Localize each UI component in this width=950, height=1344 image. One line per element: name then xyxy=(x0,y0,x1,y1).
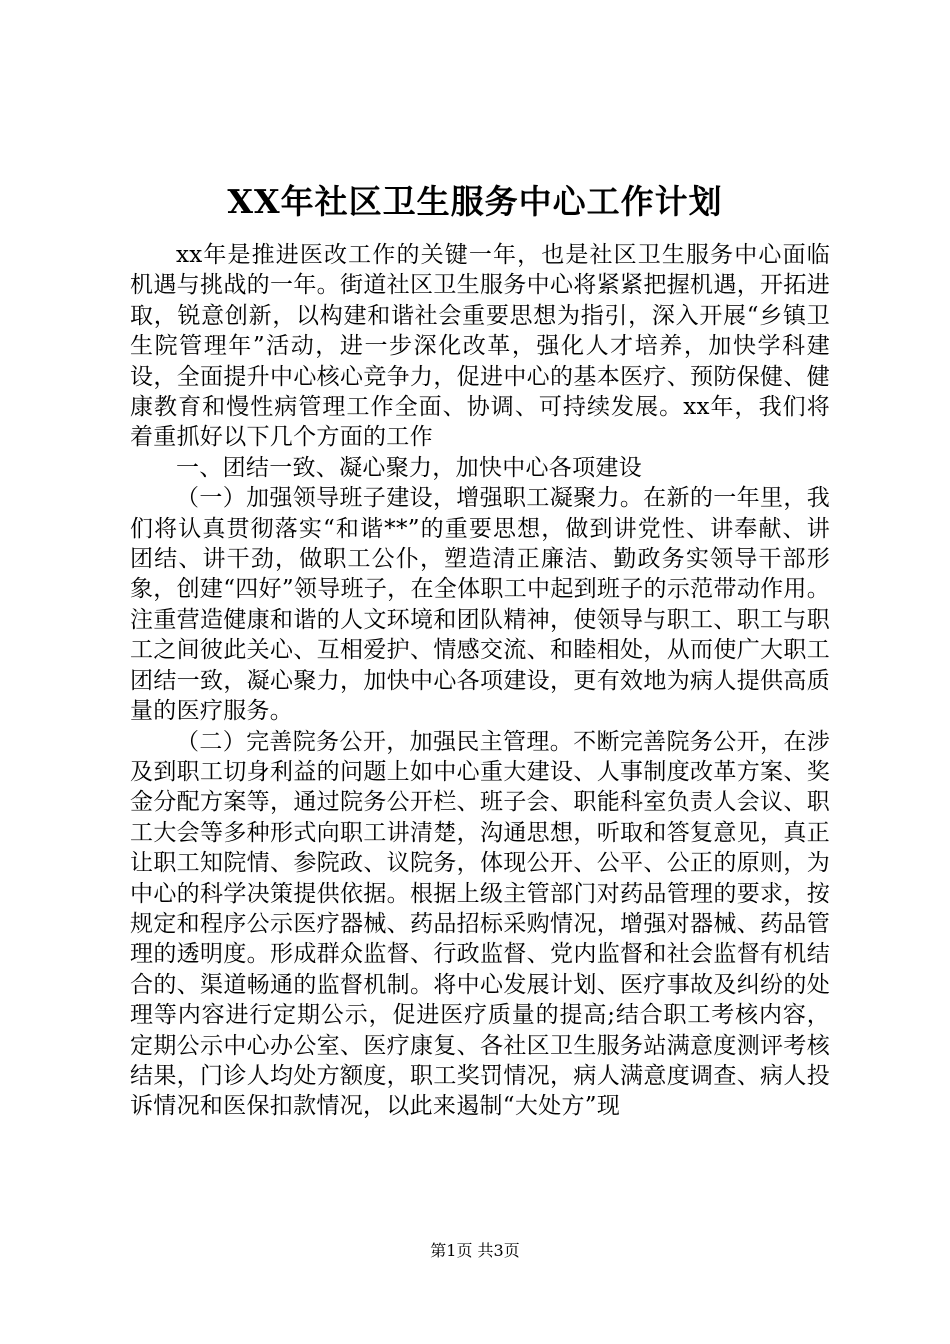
body-paragraph: （二）完善院务公开，加强民主管理。不断完善院务公开，在涉及到职工切身利益的问题上如中心重大建设、人事制度改革方案、奖金分配方案等，通过院务公开栏、班子会、职能科室负责人会议、职工大会等多种形式向职工讲清楚，沟通思想，听取和答复意见，真正让职工知院情、参院政、议院务，体现公开、公平、公正的原则，为中心的科学决策提供依据。根据上级主管部门对药品管理的要求，按规定和程序公示医疗器械、药品招标采购情况，增强对器械、药品管理的透明度。形成群众监督、行政监督、党内监督和社会监督有机结合的、渠道畅通的监督机制。将中心发展计划、医疗事故及纠纷的处理等内容进行定期公示，促进医疗质量的提高;结合职工考核内容，定期公示中心办公室、医疗康复、各社区卫生服务站满意度测评考核结果，门诊人均处方额度，职工奖罚情况，病人满意度调查、病人投诉情况和医保扣款情况，以此来遏制“大处方”现 xyxy=(130,728,830,1120)
document-body xyxy=(130,240,830,1122)
body-paragraph: （一）加强领导班子建设，增强职工凝聚力。在新的一年里，我们将认真贯彻落实“和谐**”的重要思想，做到讲党性、讲奉献、讲团结、讲干劲，做职工公仆，塑造清正廉洁、勤政务实领导干部形象，创建“四好”领导班子，在全体职工中起到班子的示范带动作用。注重营造健康和谐的人文环境和团队精神，使领导与职工、职工与职工之间彼此关心、互相爱护、情感交流、和睦相处，从而使广大职工团结一致，凝心聚力，加快中心各项建设，更有效地为病人提供高质量的医疗服务。 xyxy=(130,485,830,725)
document-title: XX年社区卫生服务中心工作计划 xyxy=(227,182,723,221)
page-footer: 第1页 共3页 xyxy=(430,1241,520,1260)
intro-paragraph: xx年是推进医改工作的关键一年，也是社区卫生服务中心面临机遇与挑战的一年。街道社区卫生服务中心将紧紧把握机遇，开拓进取，锐意创新，以构建和谐社会重要思想为指引，深入开展“乡镇卫生院管理年”活动，进一步深化改革，强化人才培养，加快学科建设，全面提升中心核心竞争力，促进中心的基本医疗、预防保健、健康教育和慢性病管理工作全面、协调、可持续发展。xx年，我们将着重抓好以下几个方面的工作 xyxy=(130,242,830,451)
section-heading: 一、团结一致、凝心聚力，加快中心各项建设 xyxy=(176,454,642,481)
